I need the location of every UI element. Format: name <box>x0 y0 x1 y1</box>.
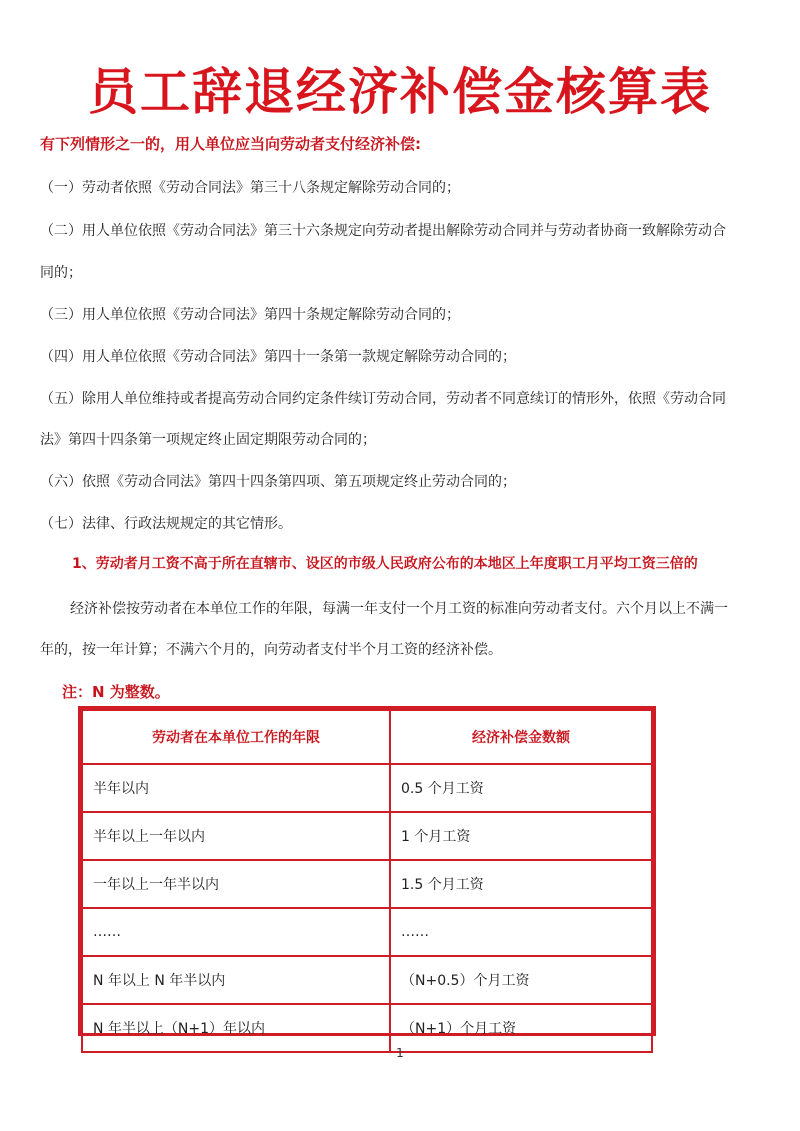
table-cell-amount: （N+0.5）个月工资 <box>390 956 652 1004</box>
clause-7: （七）法律、行政法规规定的其它情形。 <box>40 516 292 532</box>
clause-5-cont: 法》第四十四条第一项规定终止固定期限劳动合同的； <box>40 432 376 448</box>
table-cell-years: 半年以上一年以内 <box>82 812 390 860</box>
clause-3: （三）用人单位依照《劳动合同法》第四十条规定解除劳动合同的； <box>40 307 460 323</box>
table-row <box>82 812 652 860</box>
table-cell-amount: …… <box>390 908 652 956</box>
table-cell-amount: 0.5 个月工资 <box>390 764 652 812</box>
table-cell-years: 一年以上一年半以内 <box>82 860 390 908</box>
table-cell-amount: 1 个月工资 <box>390 812 652 860</box>
section-heading: 1、劳动者月工资不高于所在直辖市、设区的市级人民政府公布的本地区上年度职工月平均工资三倍的 <box>72 556 698 572</box>
table-row <box>82 908 652 956</box>
table-row <box>82 764 652 812</box>
compensation-table <box>78 706 656 1036</box>
page-title: 员工辞退经济补偿金核算表 <box>88 63 712 121</box>
table-row <box>82 860 652 908</box>
clause-5: （五）除用人单位维持或者提高劳动合同约定条件续订劳动合同，劳动者不同意续订的情形外，依照《劳动合同 <box>40 391 726 407</box>
table-cell-amount: （N+1）个月工资 <box>390 1004 652 1052</box>
clause-2: （二）用人单位依照《劳动合同法》第三十六条规定向劳动者提出解除劳动合同并与劳动者协商一致解除劳动合 <box>40 223 726 239</box>
table-cell-years: N 年以上 N 年半以内 <box>82 956 390 1004</box>
section-body-line-1: 经济补偿按劳动者在本单位工作的年限，每满一年支付一个月工资的标准向劳动者支付。六个月以上不满一 <box>70 601 728 617</box>
clause-2-cont: 同的； <box>40 265 82 281</box>
table-row <box>82 1004 652 1052</box>
table-cell-years: 半年以内 <box>82 764 390 812</box>
intro-heading: 有下列情形之一的，用人单位应当向劳动者支付经济补偿: <box>40 135 422 153</box>
page-number: 1 <box>396 1046 404 1060</box>
clause-1: （一）劳动者依照《劳动合同法》第三十八条规定解除劳动合同的； <box>40 180 460 196</box>
table-header-row <box>82 710 652 764</box>
table-cell-years: N 年半以上（N+1）年以内 <box>82 1004 390 1052</box>
clause-6: （六）依照《劳动合同法》第四十四条第四项、第五项规定终止劳动合同的； <box>40 474 516 490</box>
table-row <box>82 956 652 1004</box>
table-header-amount: 经济补偿金数额 <box>390 710 652 764</box>
table-cell-amount: 1.5 个月工资 <box>390 860 652 908</box>
table-cell-years: …… <box>82 908 390 956</box>
section-body-line-2: 年的，按一年计算；不满六个月的，向劳动者支付半个月工资的经济补偿。 <box>40 642 502 658</box>
clause-4: （四）用人单位依照《劳动合同法》第四十一条第一款规定解除劳动合同的； <box>40 349 516 365</box>
note: 注：N 为整数。 <box>62 683 170 701</box>
table-header-years: 劳动者在本单位工作的年限 <box>82 710 390 764</box>
